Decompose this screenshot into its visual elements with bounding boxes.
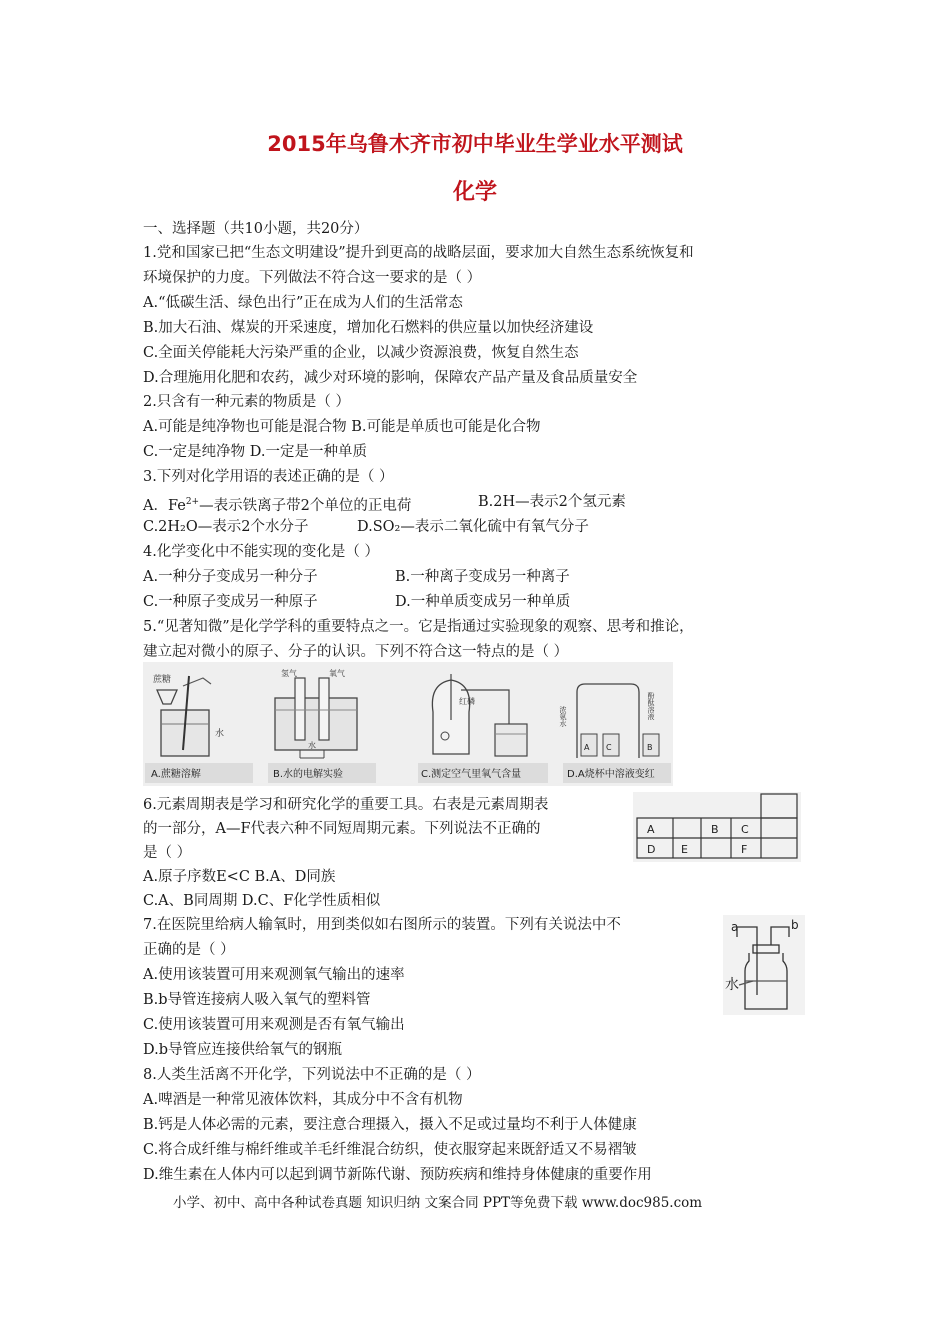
q5-label-sugar: 蔗糖 [153, 675, 172, 685]
q7-option-a: A.使用该装置可用来观测氧气输出的速率 [143, 967, 405, 983]
q3-a-prefix: A．Fe [143, 497, 186, 514]
q4-option-c: C.一种原子变成另一种原子 [143, 594, 318, 610]
subject-title: 化学 [452, 180, 497, 205]
q6-options-ab: A.原子序数E<C B.A、D同族 [143, 869, 336, 885]
q7-option-c: C.使用该装置可用来观测是否有氧气输出 [143, 1017, 405, 1033]
q5-label-water-b: 水 [308, 741, 316, 750]
q3-a-text: —表示铁离子带2个单位的正电荷 [199, 497, 412, 514]
q1-option-d: D.合理施用化肥和农药，减少对环境的影响，保障农产品产量及食品质量安全 [143, 370, 638, 386]
q1-stem-line2: 环境保护的力度。下列做法不符合这一要求的是（ ） [143, 270, 482, 286]
q6-cell-b: B [711, 823, 719, 836]
q7-option-d: D.b导管应连接供给氧气的钢瓶 [143, 1042, 342, 1058]
q2-options-cd: C.一定是纯净物 D.一定是一种单质 [143, 444, 368, 460]
q1-option-a: A.“低碳生活、绿色出行”正在成为人们的生活常态 [143, 295, 463, 311]
q5-label-phenolphthalein: 酚酞溶液 [647, 692, 655, 720]
q6-stem-line3: 是（ ） [143, 845, 192, 861]
q8-option-a: A.啤酒是一种常见液体饮料，其成分中不含有机物 [143, 1092, 463, 1108]
q3-stem: 3.下列对化学用语的表述正确的是（ ） [143, 469, 394, 485]
q5-beaker-b: B [647, 743, 653, 752]
q5-caption-d: D.A烧杯中溶液变红 [567, 769, 655, 780]
q5-caption-c: C.测定空气里氧气含量 [421, 769, 522, 780]
q5-label-o2: 氧气 [329, 669, 345, 678]
q8-stem: 8.人类生活离不开化学，下列说法中不正确的是（ ） [143, 1067, 481, 1083]
q3-option-c: C.2H₂O—表示2个水分子 [143, 519, 309, 535]
q5-beaker-c: C [606, 743, 612, 752]
q6-stem-line2: 的一部分，A—F代表六种不同短周期元素。下列说法不正确的 [143, 821, 541, 837]
q7-option-b: B.b导管连接病人吸入氧气的塑料管 [143, 992, 371, 1008]
q1-option-b: B.加大石油、煤炭的开采速度，增加化石燃料的供应量以加快经济建设 [143, 320, 594, 336]
q6-periodic-table [633, 792, 801, 862]
section-heading: 一、选择题（共10小题，共20分） [143, 221, 369, 237]
q6-cell-a: A [647, 823, 655, 836]
q4-option-d: D.一种单质变成另一种单质 [395, 594, 571, 610]
q7-gas-bottle-figure [723, 915, 805, 1015]
q2-stem: 2.只含有一种元素的物质是（ ） [143, 394, 350, 410]
q7-stem-line1: 7.在医院里给病人输氧时，用到类似如右图所示的装置。下列有关说法中不 [143, 917, 621, 933]
q5-stem-line1: 5.“见著知微”是化学学科的重要特点之一。它是指通过实验现象的观察、思考和推论， [143, 619, 694, 635]
q1-stem-line1: 1.党和国家已把“生态文明建设”提升到更高的战略层面，要求加大自然生态系统恢复和 [143, 245, 694, 261]
q5-label-water: 水 [215, 729, 225, 739]
q3-option-a [143, 492, 411, 516]
q4-stem: 4.化学变化中不能实现的变化是（ ） [143, 544, 379, 560]
q5-beaker-a: A [584, 743, 590, 752]
q1-option-c: C.全面关停能耗大污染严重的企业，以减少资源浪费，恢复自然生态 [143, 345, 579, 361]
q5-label-h2: 氢气 [281, 669, 297, 678]
q3-option-d: D.SO₂—表示二氧化硫中有氧气分子 [357, 519, 589, 535]
q6-cell-d: D [647, 843, 656, 856]
q6-cell-c: C [741, 823, 749, 836]
q5-caption-a: A.蔗糖溶解 [151, 769, 201, 780]
q7-label-b: b [791, 918, 799, 932]
q2-options-ab: A.可能是纯净物也可能是混合物 B.可能是单质也可能是化合物 [143, 419, 541, 435]
page-footer: 小学、初中、高中各种试卷真题 知识归纳 文案合同 PPT等免费下载 www.doc985.com [173, 1195, 703, 1211]
q3-option-b: B.2H—表示2个氢元素 [478, 494, 626, 510]
q6-cell-f: F [741, 843, 748, 856]
q7-label-water: 水 [725, 977, 739, 993]
q5-label-red-p: 红磷 [459, 697, 475, 706]
q7-label-a: a [731, 920, 739, 934]
q6-stem-line1: 6.元素周期表是学习和研究化学的重要工具。右表是元素周期表 [143, 797, 549, 813]
q4-option-b: B.一种离子变成另一种离子 [395, 569, 570, 585]
q4-option-a: A.一种分子变成另一种分子 [143, 569, 318, 585]
q5-caption-b: B.水的电解实验 [273, 769, 344, 780]
q8-option-d: D.维生素在人体内可以起到调节新陈代谢、预防疾病和维持身体健康的重要作用 [143, 1167, 652, 1183]
q6-cell-e: E [681, 843, 688, 856]
q5-experiment-figure [143, 662, 673, 786]
q6-options-cd: C.A、B同周期 D.C、F化学性质相似 [143, 893, 381, 909]
q3-a-charge: 2+ [185, 497, 200, 507]
exam-title: 2015年乌鲁木齐市初中毕业生学业水平测试 [267, 132, 683, 156]
q7-stem-line2: 正确的是（ ） [143, 942, 235, 958]
q5-stem-line2: 建立起对微小的原子、分子的认识。下列不符合这一特点的是（ ） [143, 644, 569, 660]
q8-option-b: B.钙是人体必需的元素，要注意合理摄入，摄入不足或过量均不利于人体健康 [143, 1117, 637, 1133]
q5-label-ammonia: 浓氨水 [559, 706, 567, 727]
q8-option-c: C.将合成纤维与棉纤维或羊毛纤维混合纺织，使衣服穿起来既舒适又不易褶皱 [143, 1142, 637, 1158]
